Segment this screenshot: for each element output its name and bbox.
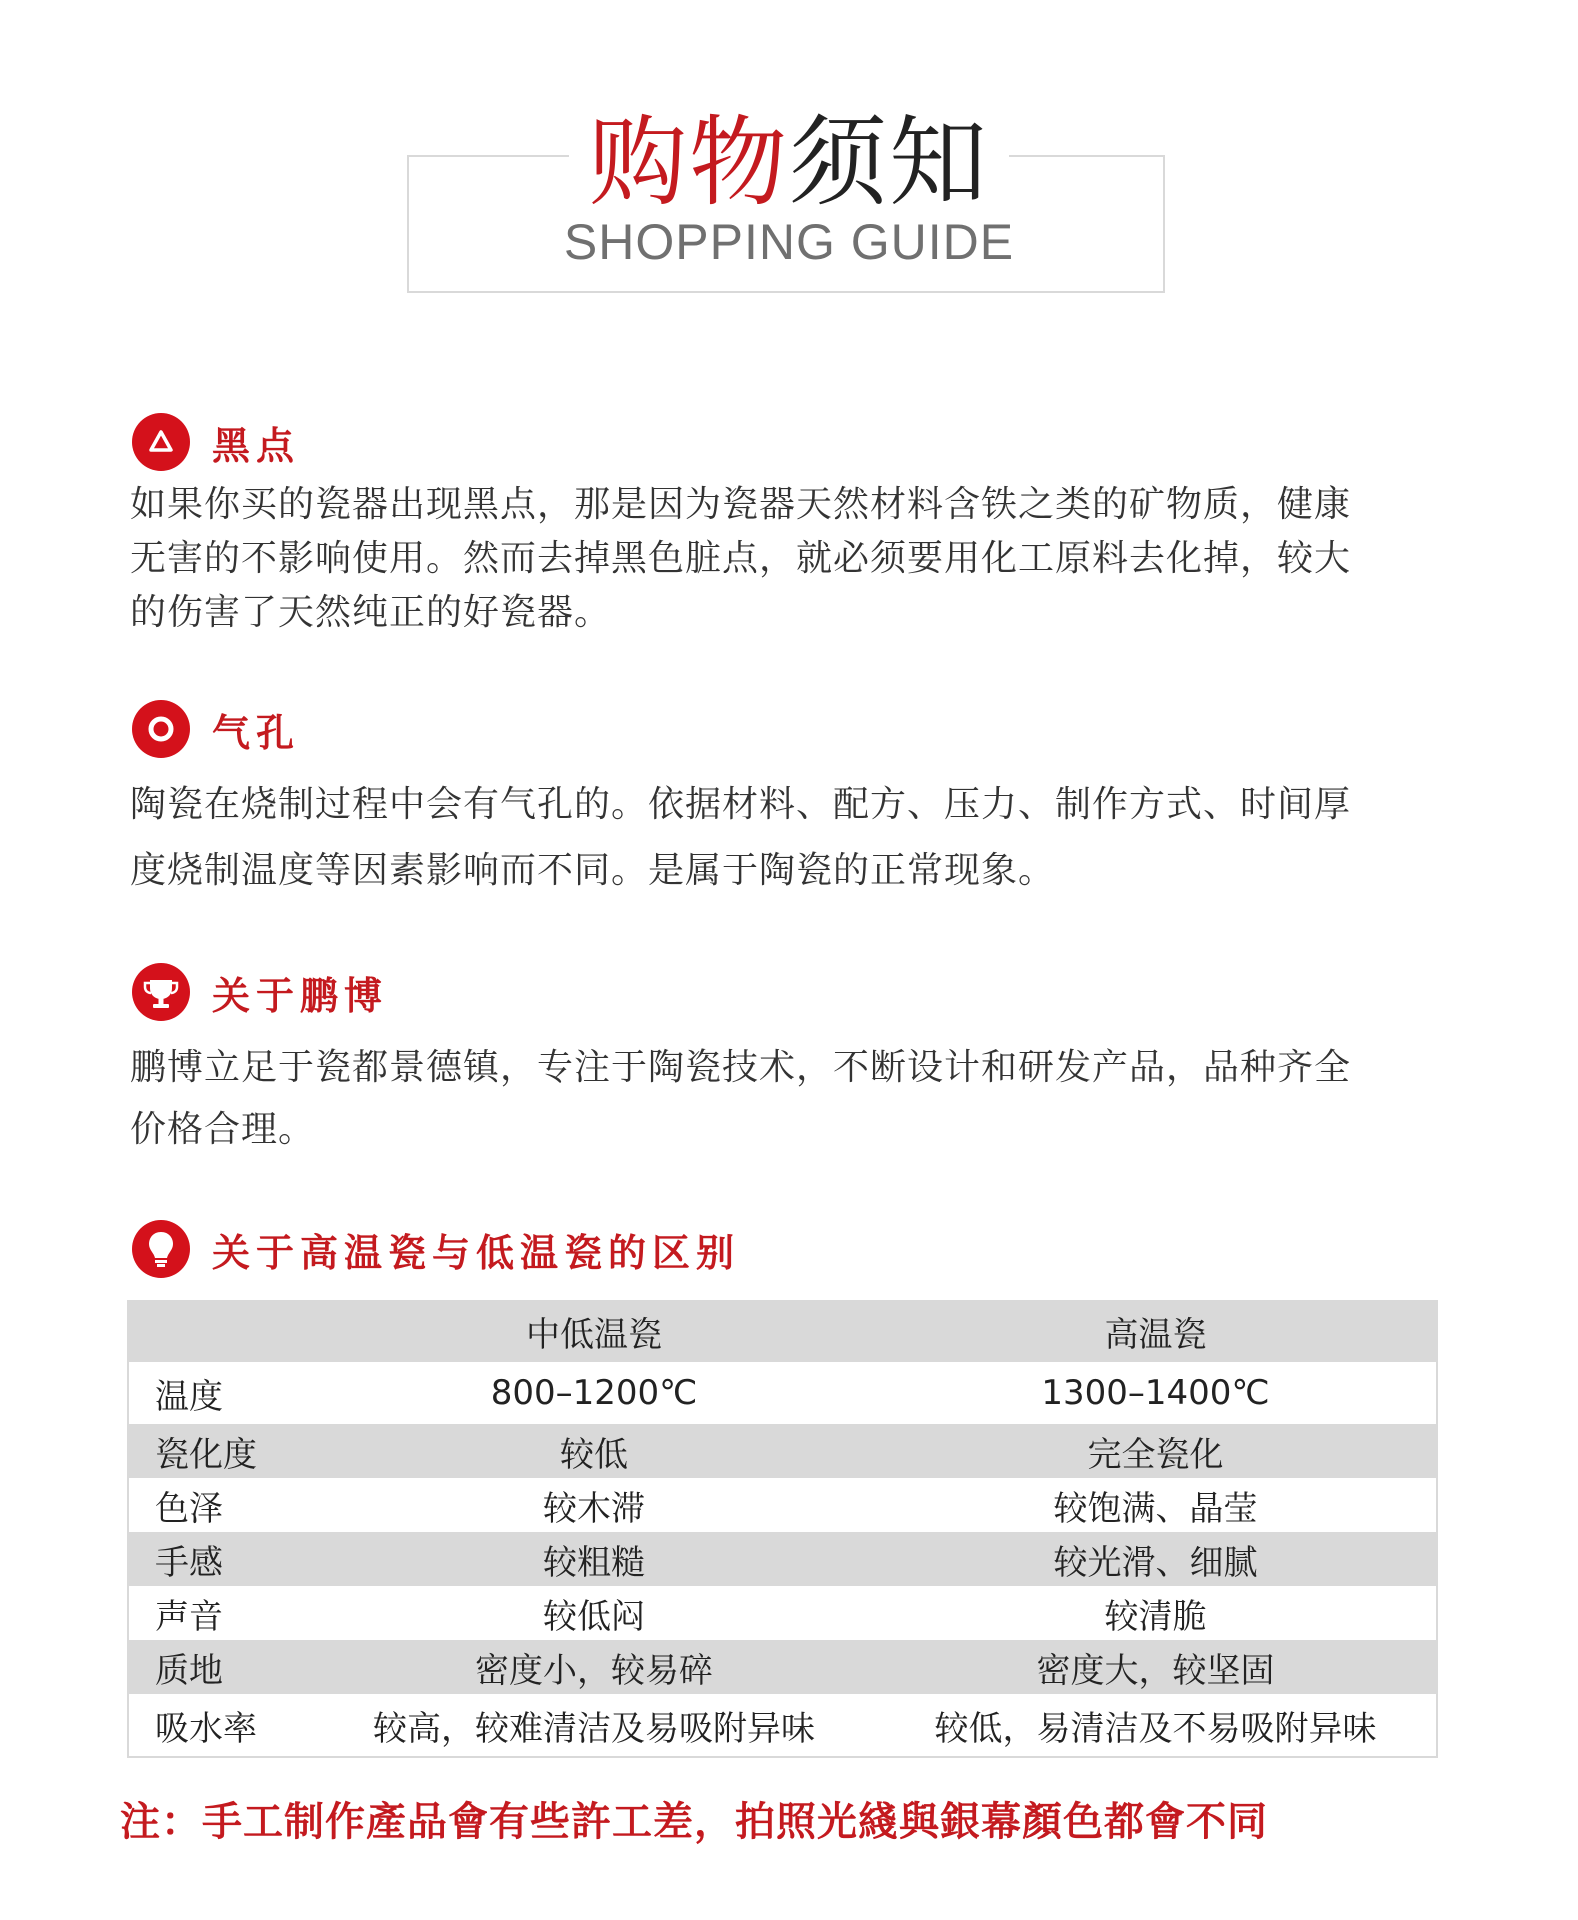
section-title: 关于高温瓷与低温瓷的区别 bbox=[212, 1229, 741, 1275]
text-line: 如果你买的瓷器出现黑点，那是因为瓷器天然材料含铁之类的矿物质，健康 bbox=[130, 484, 1352, 525]
table-cell: 温度 bbox=[155, 1376, 223, 1417]
footer-note: 注：手工制作產品會有些許工差，拍照光綫與銀幕顏色都會不同 bbox=[120, 1799, 1268, 1845]
section-text-air-holes bbox=[130, 772, 1450, 904]
table-header-cell: 中低温瓷 bbox=[526, 1314, 662, 1355]
table-cell: 完全瓷化 bbox=[1087, 1434, 1224, 1475]
page-title bbox=[0, 108, 1578, 218]
section-head-air-holes bbox=[132, 700, 300, 758]
text-line: 无害的不影响使用。然而去掉黑色脏点，就必须要用化工原料去化掉，较大 bbox=[130, 538, 1352, 579]
table-cell: 1300–1400℃ bbox=[1041, 1373, 1270, 1413]
table-row bbox=[129, 1362, 1436, 1424]
table-row bbox=[129, 1586, 1436, 1640]
table-cell: 800–1200℃ bbox=[490, 1373, 698, 1413]
table-cell: 较低 bbox=[560, 1434, 628, 1475]
table-cell: 较低，易清洁及不易吸附异味 bbox=[934, 1708, 1377, 1749]
text-line: 价格合理。 bbox=[130, 1109, 316, 1150]
table-cell: 手感 bbox=[155, 1542, 223, 1583]
table-row bbox=[129, 1694, 1436, 1756]
table-row bbox=[129, 1478, 1436, 1532]
text-line: 度烧制温度等因素影响而不同。是属于陶瓷的正常现象。 bbox=[130, 850, 1056, 891]
table-cell: 瓷化度 bbox=[155, 1434, 257, 1475]
trophy-icon bbox=[132, 963, 190, 1021]
text-line: 陶瓷在烧制过程中会有气孔的。依据材料、配方、压力、制作方式、时间厚 bbox=[130, 784, 1352, 825]
page-subtitle: SHOPPING GUIDE bbox=[563, 214, 1015, 270]
table-cell: 较低闷 bbox=[543, 1596, 645, 1637]
table-cell: 较高，较难清洁及易吸附异味 bbox=[373, 1708, 815, 1749]
table-row bbox=[129, 1640, 1436, 1694]
section-text-black-spots bbox=[130, 478, 1450, 640]
section-title: 关于鹏博 bbox=[212, 972, 389, 1018]
table-cell: 声音 bbox=[155, 1596, 223, 1637]
comparison-table bbox=[127, 1300, 1438, 1758]
text-line: 鹏博立足于瓷都景德镇，专注于陶瓷技术，不断设计和研发产品，品种齐全 bbox=[130, 1047, 1352, 1088]
ring-circle-icon bbox=[132, 700, 190, 758]
table-cell: 密度小，较易碎 bbox=[475, 1650, 713, 1691]
section-head-black-spots bbox=[132, 413, 300, 471]
page-title-dark: 须知 bbox=[789, 106, 1009, 220]
table-cell: 较饱满、晶莹 bbox=[1053, 1488, 1258, 1529]
warning-triangle-icon bbox=[132, 413, 190, 471]
table-cell: 较清脆 bbox=[1104, 1596, 1207, 1637]
section-head-about-pengbo bbox=[132, 963, 388, 1021]
section-title: 气孔 bbox=[212, 709, 301, 755]
table-cell: 较光滑、细腻 bbox=[1053, 1542, 1258, 1583]
section-text-about-pengbo bbox=[130, 1037, 1450, 1161]
table-cell: 密度大，较坚固 bbox=[1036, 1650, 1275, 1691]
table-cell: 质地 bbox=[155, 1650, 223, 1691]
table-header-row bbox=[129, 1300, 1436, 1362]
page-title-red: 购物 bbox=[569, 106, 789, 220]
table-cell: 吸水率 bbox=[155, 1708, 257, 1749]
table-row bbox=[129, 1424, 1436, 1478]
table-row bbox=[129, 1532, 1436, 1586]
table-cell: 较木滞 bbox=[543, 1488, 645, 1529]
table-cell: 色泽 bbox=[155, 1488, 223, 1529]
table-header-cell: 高温瓷 bbox=[1104, 1314, 1207, 1355]
section-head-difference bbox=[132, 1220, 740, 1278]
table-cell: 较粗糙 bbox=[543, 1542, 645, 1583]
text-line: 的伤害了天然纯正的好瓷器。 bbox=[130, 592, 612, 633]
section-title: 黑点 bbox=[212, 422, 301, 468]
lightbulb-icon bbox=[132, 1220, 190, 1278]
